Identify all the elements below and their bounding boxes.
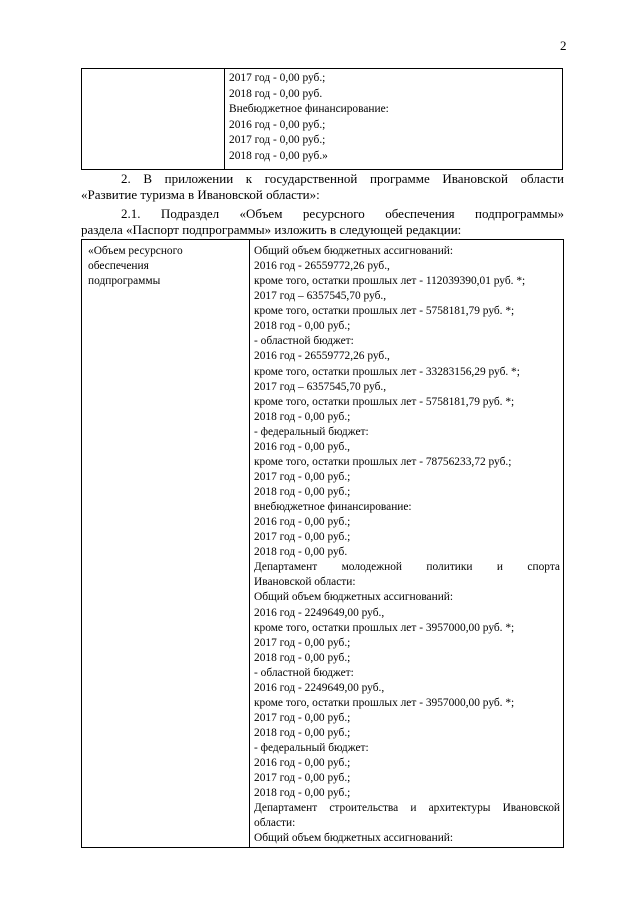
value-line: кроме того, остатки прошлых лет - 3957000,00 руб. *; — [254, 696, 515, 709]
paragraph-line: 2.1. Подраздел «Объем ресурсного обеспечения подпрограммы» — [121, 206, 564, 221]
value-line: 2018 год - 0,00 руб.; — [254, 727, 351, 739]
value-line: 2017 год - 0,00 руб.; — [254, 636, 351, 649]
paragraph-line: 2. В приложении к государственной программе Ивановской области — [121, 171, 564, 186]
value-line: кроме того, остатки прошлых лет - 5758181,79 руб. *; — [254, 395, 515, 408]
value-line: 2016 год - 2249649,00 руб., — [254, 681, 385, 694]
value-line: 2018 год - 0,00 руб.; — [254, 320, 351, 333]
resource-table-values — [254, 244, 560, 847]
value-line: 2018 год - 0,00 руб.; — [254, 486, 351, 498]
table-line: 2016 год - 0,00 руб.; — [229, 118, 326, 131]
label-line: обеспечения — [88, 260, 149, 272]
value-line: 2018 год - 0,00 руб.; — [254, 410, 351, 423]
value-line: 2017 год - 0,00 руб.; — [254, 531, 351, 544]
value-line: Общий объем бюджетных ассигнований: — [254, 245, 454, 257]
table-line: 2018 год - 0,00 руб. — [229, 87, 323, 100]
value-line: кроме того, остатки прошлых лет - 5758181,79 руб. *; — [254, 305, 515, 318]
value-line: Ивановской области: — [254, 576, 356, 589]
table-line: Внебюджетное финансирование: — [229, 103, 389, 116]
value-line: 2017 год - 0,00 руб.; — [254, 772, 351, 785]
value-line: 2016 год - 0,00 руб.; — [254, 516, 351, 529]
value-line: 2018 год - 0,00 руб. — [254, 546, 348, 559]
value-line: Общий объем бюджетных ассигнований: — [254, 591, 454, 604]
resource-table — [81, 239, 564, 848]
value-line: 2018 год - 0,00 руб.; — [254, 787, 351, 800]
resource-table-value-cell — [250, 240, 564, 848]
value-line: 2016 год - 26559772,26 руб., — [254, 350, 390, 363]
continued-table-right-cell — [225, 69, 563, 170]
table-line: 2017 год - 0,00 руб.; — [229, 134, 326, 147]
paragraph-item-2-1 — [81, 206, 564, 237]
page-number: 2 — [560, 38, 567, 53]
value-line: 2016 год - 26559772,26 руб., — [254, 260, 390, 273]
value-line: - областной бюджет: — [254, 666, 354, 679]
value-line: 2017 год – 6357545,70 руб., — [254, 380, 387, 393]
resource-table-label — [88, 244, 249, 289]
label-line: «Объем ресурсного — [88, 245, 183, 257]
value-line: 2018 год - 0,00 руб.; — [254, 651, 351, 664]
value-line: 2017 год – 6357545,70 руб., — [254, 290, 387, 303]
continued-table — [81, 68, 563, 170]
value-line: - федеральный бюджет: — [254, 742, 369, 755]
value-line: 2017 год - 0,00 руб.; — [254, 470, 351, 483]
value-line: - областной бюджет: — [254, 335, 354, 348]
value-line: Общий объем бюджетных ассигнований: — [254, 832, 454, 845]
value-line: внебюджетное финансирование: — [254, 501, 412, 514]
table-line: 2018 год - 0,00 руб.» — [229, 149, 328, 162]
paragraph-item-2 — [81, 171, 564, 202]
continued-table-left-cell — [82, 69, 225, 170]
value-line: кроме того, остатки прошлых лет - 33283156,29 руб. *; — [254, 365, 520, 378]
table-line: 2017 год - 0,00 руб.; — [229, 72, 326, 84]
value-line: 2017 год - 0,00 руб.; — [254, 711, 351, 724]
value-line: 2016 год - 0,00 руб.; — [254, 757, 351, 770]
value-line: 2016 год - 0,00 руб., — [254, 440, 351, 453]
resource-table-label-cell — [82, 240, 250, 848]
paragraph-line: раздела «Паспорт подпрограммы» изложить в следующей редакции: — [81, 221, 462, 237]
paragraph-line: «Развитие туризма в Ивановской области»: — [81, 186, 320, 202]
continued-table-lines — [229, 71, 562, 165]
value-line: кроме того, остатки прошлых лет - 78756233,72 руб.; — [254, 455, 512, 468]
value-line: Департамент молодежной политики и спорта — [254, 561, 560, 574]
value-line: кроме того, остатки прошлых лет - 3957000,00 руб. *; — [254, 621, 515, 634]
value-line: области: — [254, 817, 296, 830]
label-line: подпрограммы — [88, 275, 161, 287]
value-line: 2016 год - 2249649,00 руб., — [254, 606, 385, 619]
value-line: кроме того, остатки прошлых лет - 112039390,01 руб. *; — [254, 275, 526, 288]
value-line: - федеральный бюджет: — [254, 425, 369, 438]
value-line: Департамент строительства и архитектуры Ивановской — [254, 802, 560, 815]
